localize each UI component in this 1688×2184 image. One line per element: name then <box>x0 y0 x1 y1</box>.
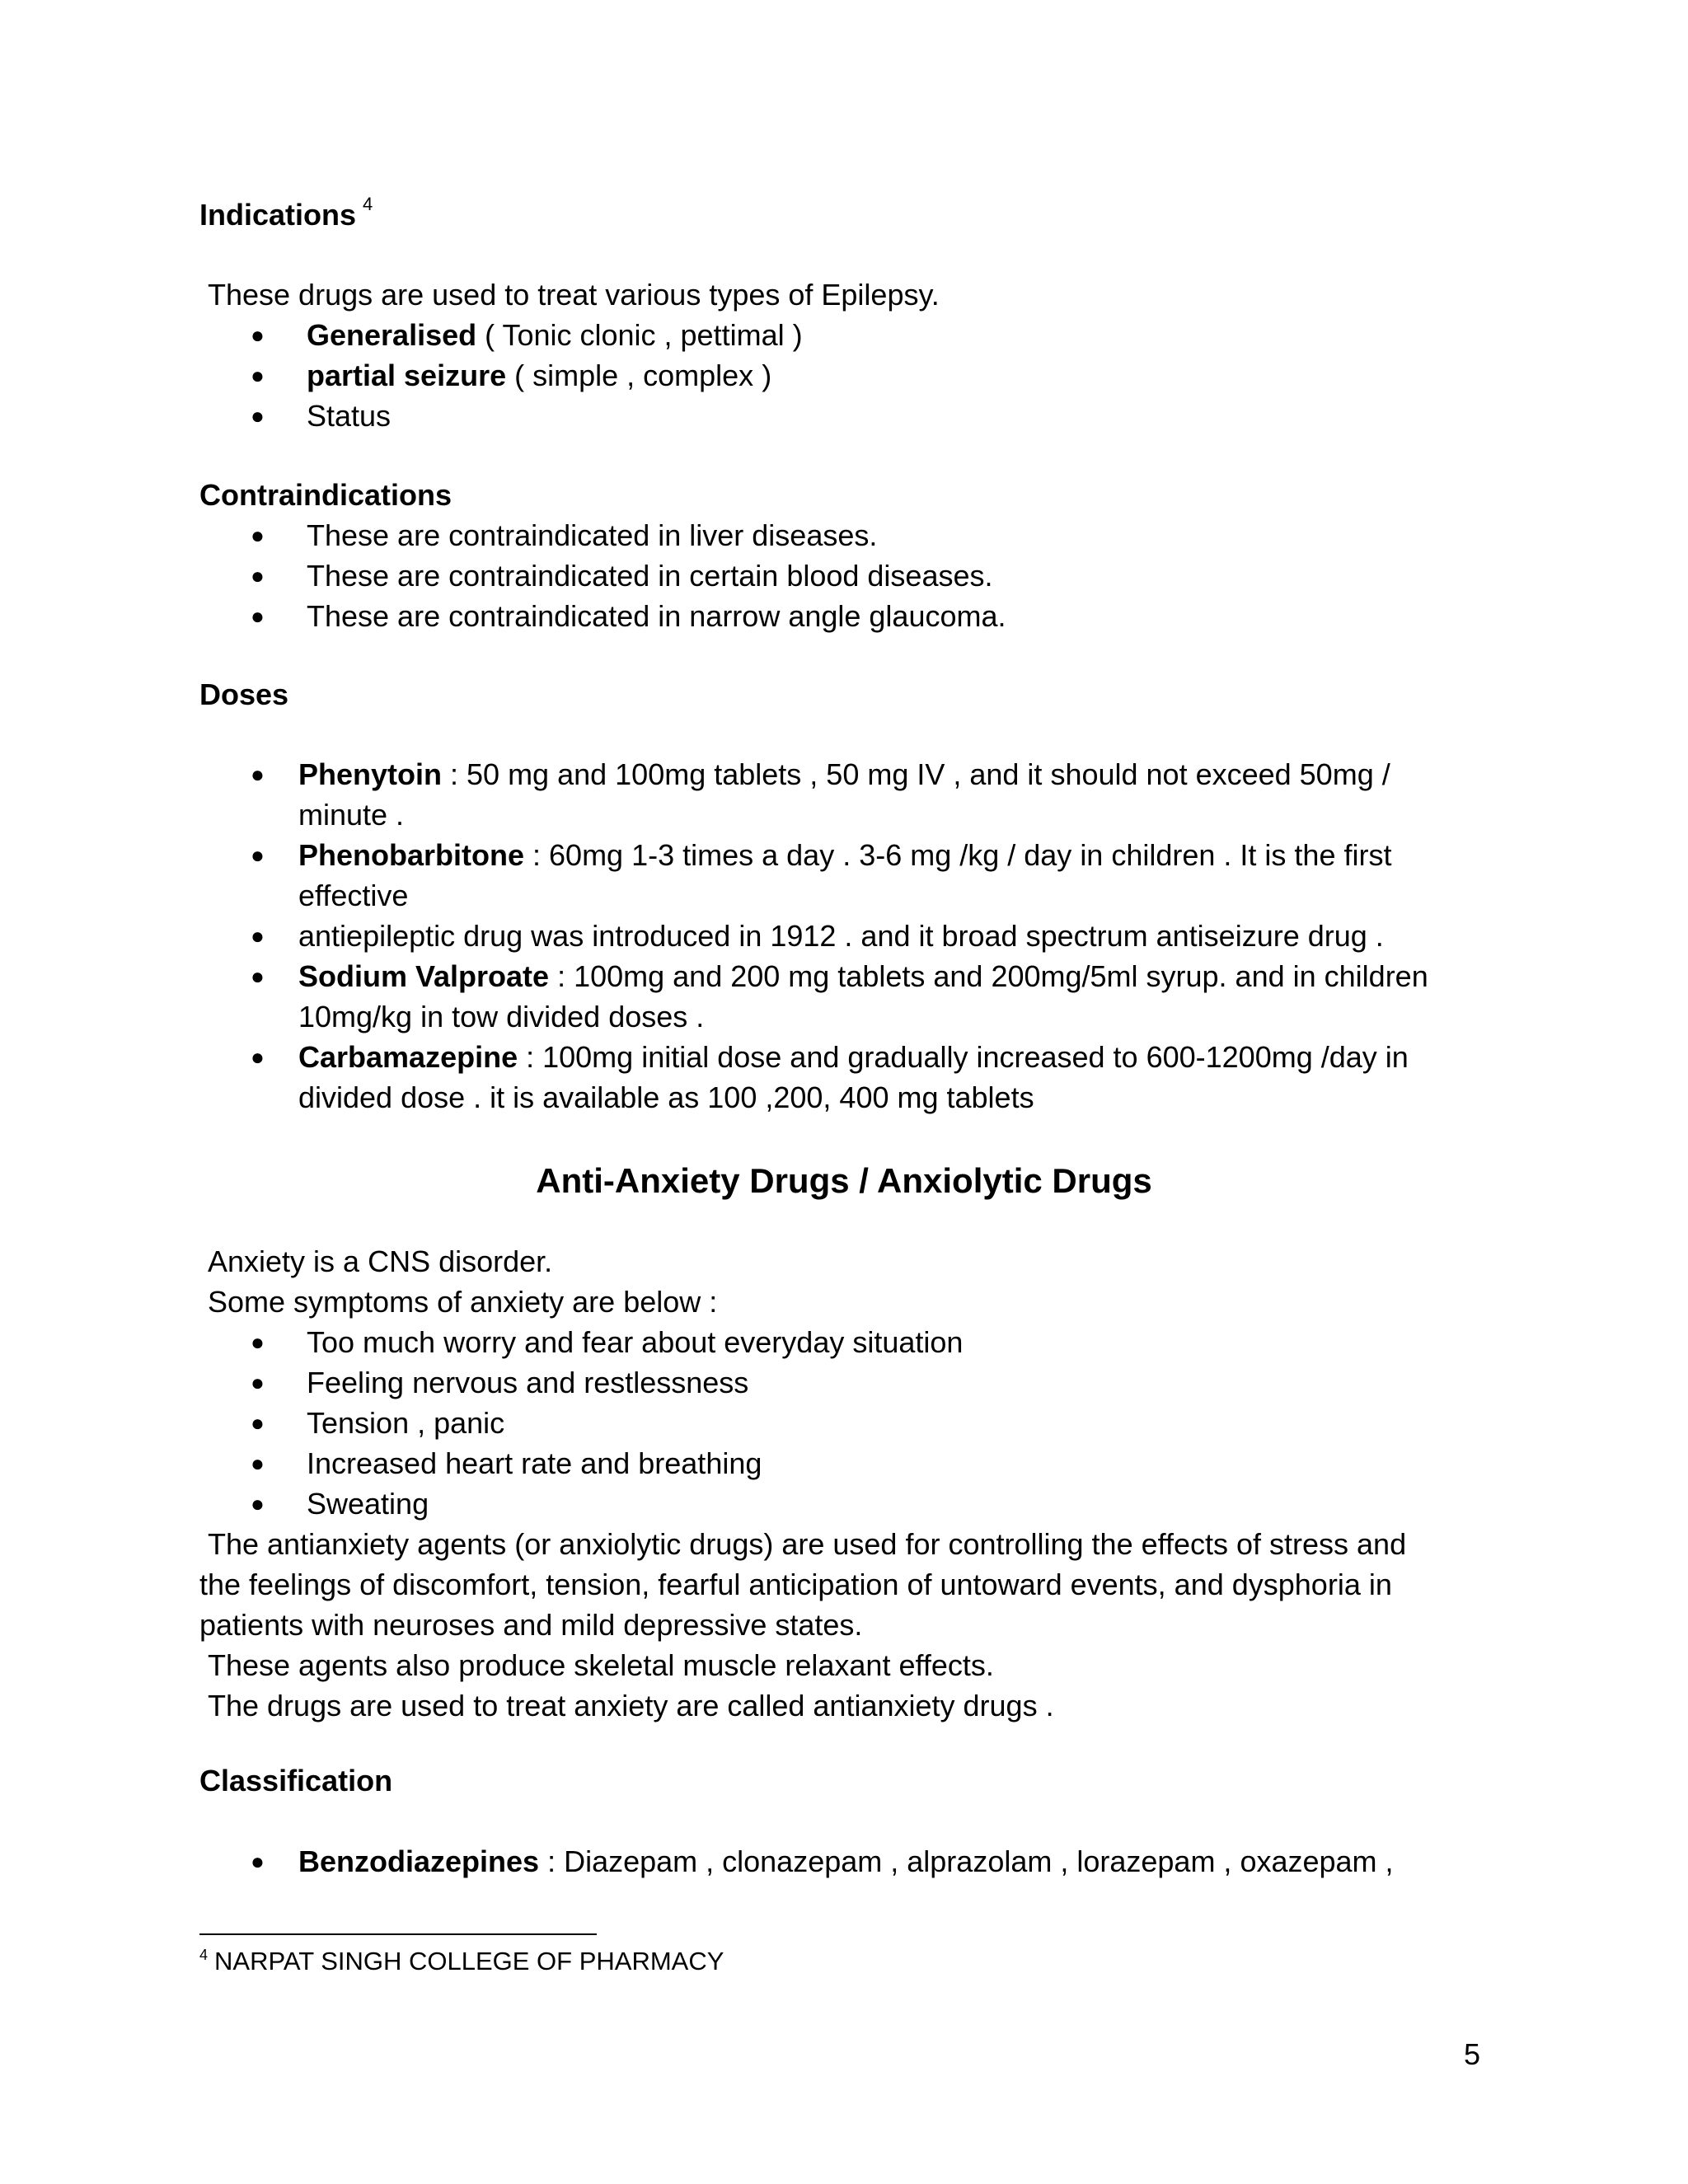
indications-body <box>199 274 1493 436</box>
footnote <box>199 1945 724 1978</box>
list-item: ● These are contraindicated in certain blood diseases. <box>199 555 1493 596</box>
indications-intro: These drugs are used to treat various types of Epilepsy. <box>208 278 940 312</box>
classification-heading: Classification <box>199 1764 393 1797</box>
anxiety-body <box>199 1241 1493 1726</box>
contraindications-list <box>199 515 1493 636</box>
list-item: ● Phenytoin : 50 mg and 100mg tablets , 50 mg IV , and it should not exceed 50mg / minute . <box>199 754 1469 835</box>
bullet-icon: ● <box>251 923 265 949</box>
bullet-icon: ● <box>251 1044 265 1070</box>
footnote-reference[interactable]: 4 <box>363 194 373 214</box>
bullet-icon: ● <box>251 762 265 787</box>
list-item: ● Benzodiazepines : Diazepam , clonazepam , alprazolam , lorazepam , oxazepam , <box>199 1841 1493 1882</box>
classification-list <box>199 1841 1493 1882</box>
list-item: ● Feeling nervous and restlessness <box>199 1362 1493 1403</box>
list-item: ● These are contraindicated in narrow angle glaucoma. <box>199 596 1493 636</box>
bullet-icon: ● <box>251 1451 265 1476</box>
list-item: ● Increased heart rate and breathing <box>199 1443 1493 1483</box>
bullet-icon: ● <box>251 563 265 588</box>
section-title: Anti-Anxiety Drugs / Anxiolytic Drugs <box>536 1161 1152 1200</box>
bullet-icon: ● <box>251 963 265 989</box>
classification-body <box>199 1841 1493 1882</box>
page-number: 5 <box>1464 2037 1481 2071</box>
list-item: ● Carbamazepine : 100mg initial dose and gradually increased to 600-1200mg /day in divided dose . it is available as 100 ,200, 400 mg tablets <box>199 1037 1469 1118</box>
bullet-icon: ● <box>251 1491 265 1516</box>
list-item: ● Sweating <box>199 1483 1493 1524</box>
list-item: ● partial seizure ( simple , complex ) <box>199 355 1493 396</box>
anxiety-paragraph-1: The antianxiety agents (or anxiolytic drugs) are used for controlling the effects of stress and the feelings of discomfort, tension, fearful anticipation of untoward events, and dysphoria in patients with neuroses and mild depressive states. <box>199 1527 1407 1642</box>
list-item: ● Too much worry and fear about everyday situation <box>199 1322 1493 1362</box>
indications-list <box>199 315 1493 436</box>
list-item: ● Generalised ( Tonic clonic , pettimal ) <box>199 315 1493 355</box>
list-item: ● Phenobarbitone : 60mg 1-3 times a day . 3-6 mg /kg / day in children . It is the first effective <box>199 835 1469 916</box>
bullet-icon: ● <box>251 842 265 868</box>
classification-heading-block <box>199 1760 1493 1801</box>
doses-list <box>199 754 1469 1118</box>
indications-heading: Indications $^4$ <box>199 194 373 232</box>
contraindications-section <box>199 475 1493 636</box>
footnote-text: NARPAT SINGH COLLEGE OF PHARMACY <box>214 1947 724 1975</box>
list-item: ● Tension , panic <box>199 1403 1493 1443</box>
bullet-icon: ● <box>251 1329 265 1355</box>
list-item: ● antiepileptic drug was introduced in 1912 . and it broad spectrum antiseizure drug . <box>199 916 1469 956</box>
doses-body <box>199 754 1469 1118</box>
symptoms-list <box>199 1322 1493 1524</box>
bullet-icon: ● <box>251 523 265 548</box>
anxiety-intro-2: Some symptoms of anxiety are below : <box>208 1285 718 1319</box>
list-item: ● Status <box>199 396 1493 436</box>
doses-heading-block <box>199 674 1493 715</box>
footnote-separator <box>199 1933 597 1935</box>
bullet-icon: ● <box>251 322 265 348</box>
indications-section <box>199 194 1493 235</box>
doses-heading: Doses <box>199 677 289 711</box>
bullet-icon: ● <box>251 1370 265 1395</box>
anxiety-paragraph-2: These agents also produce skeletal muscle relaxant effects. <box>208 1648 994 1682</box>
bullet-icon: ● <box>251 1410 265 1436</box>
anxiety-intro-1: Anxiety is a CNS disorder. <box>208 1244 553 1278</box>
bullet-icon: ● <box>251 363 265 388</box>
list-item: ● These are contraindicated in liver diseases. <box>199 515 1493 555</box>
list-item: ● Sodium Valproate : 100mg and 200 mg tablets and 200mg/5ml syrup. and in children 10mg/kg in tow divided doses . <box>199 956 1469 1037</box>
bullet-icon: ● <box>251 603 265 629</box>
contraindications-heading: Contraindications <box>199 478 452 512</box>
footnote-number: 4 <box>199 1947 209 1963</box>
anxiety-paragraph-3: The drugs are used to treat anxiety are called antianxiety drugs . <box>208 1689 1054 1722</box>
bullet-icon: ● <box>251 403 265 429</box>
bullet-icon: ● <box>251 1849 265 1874</box>
